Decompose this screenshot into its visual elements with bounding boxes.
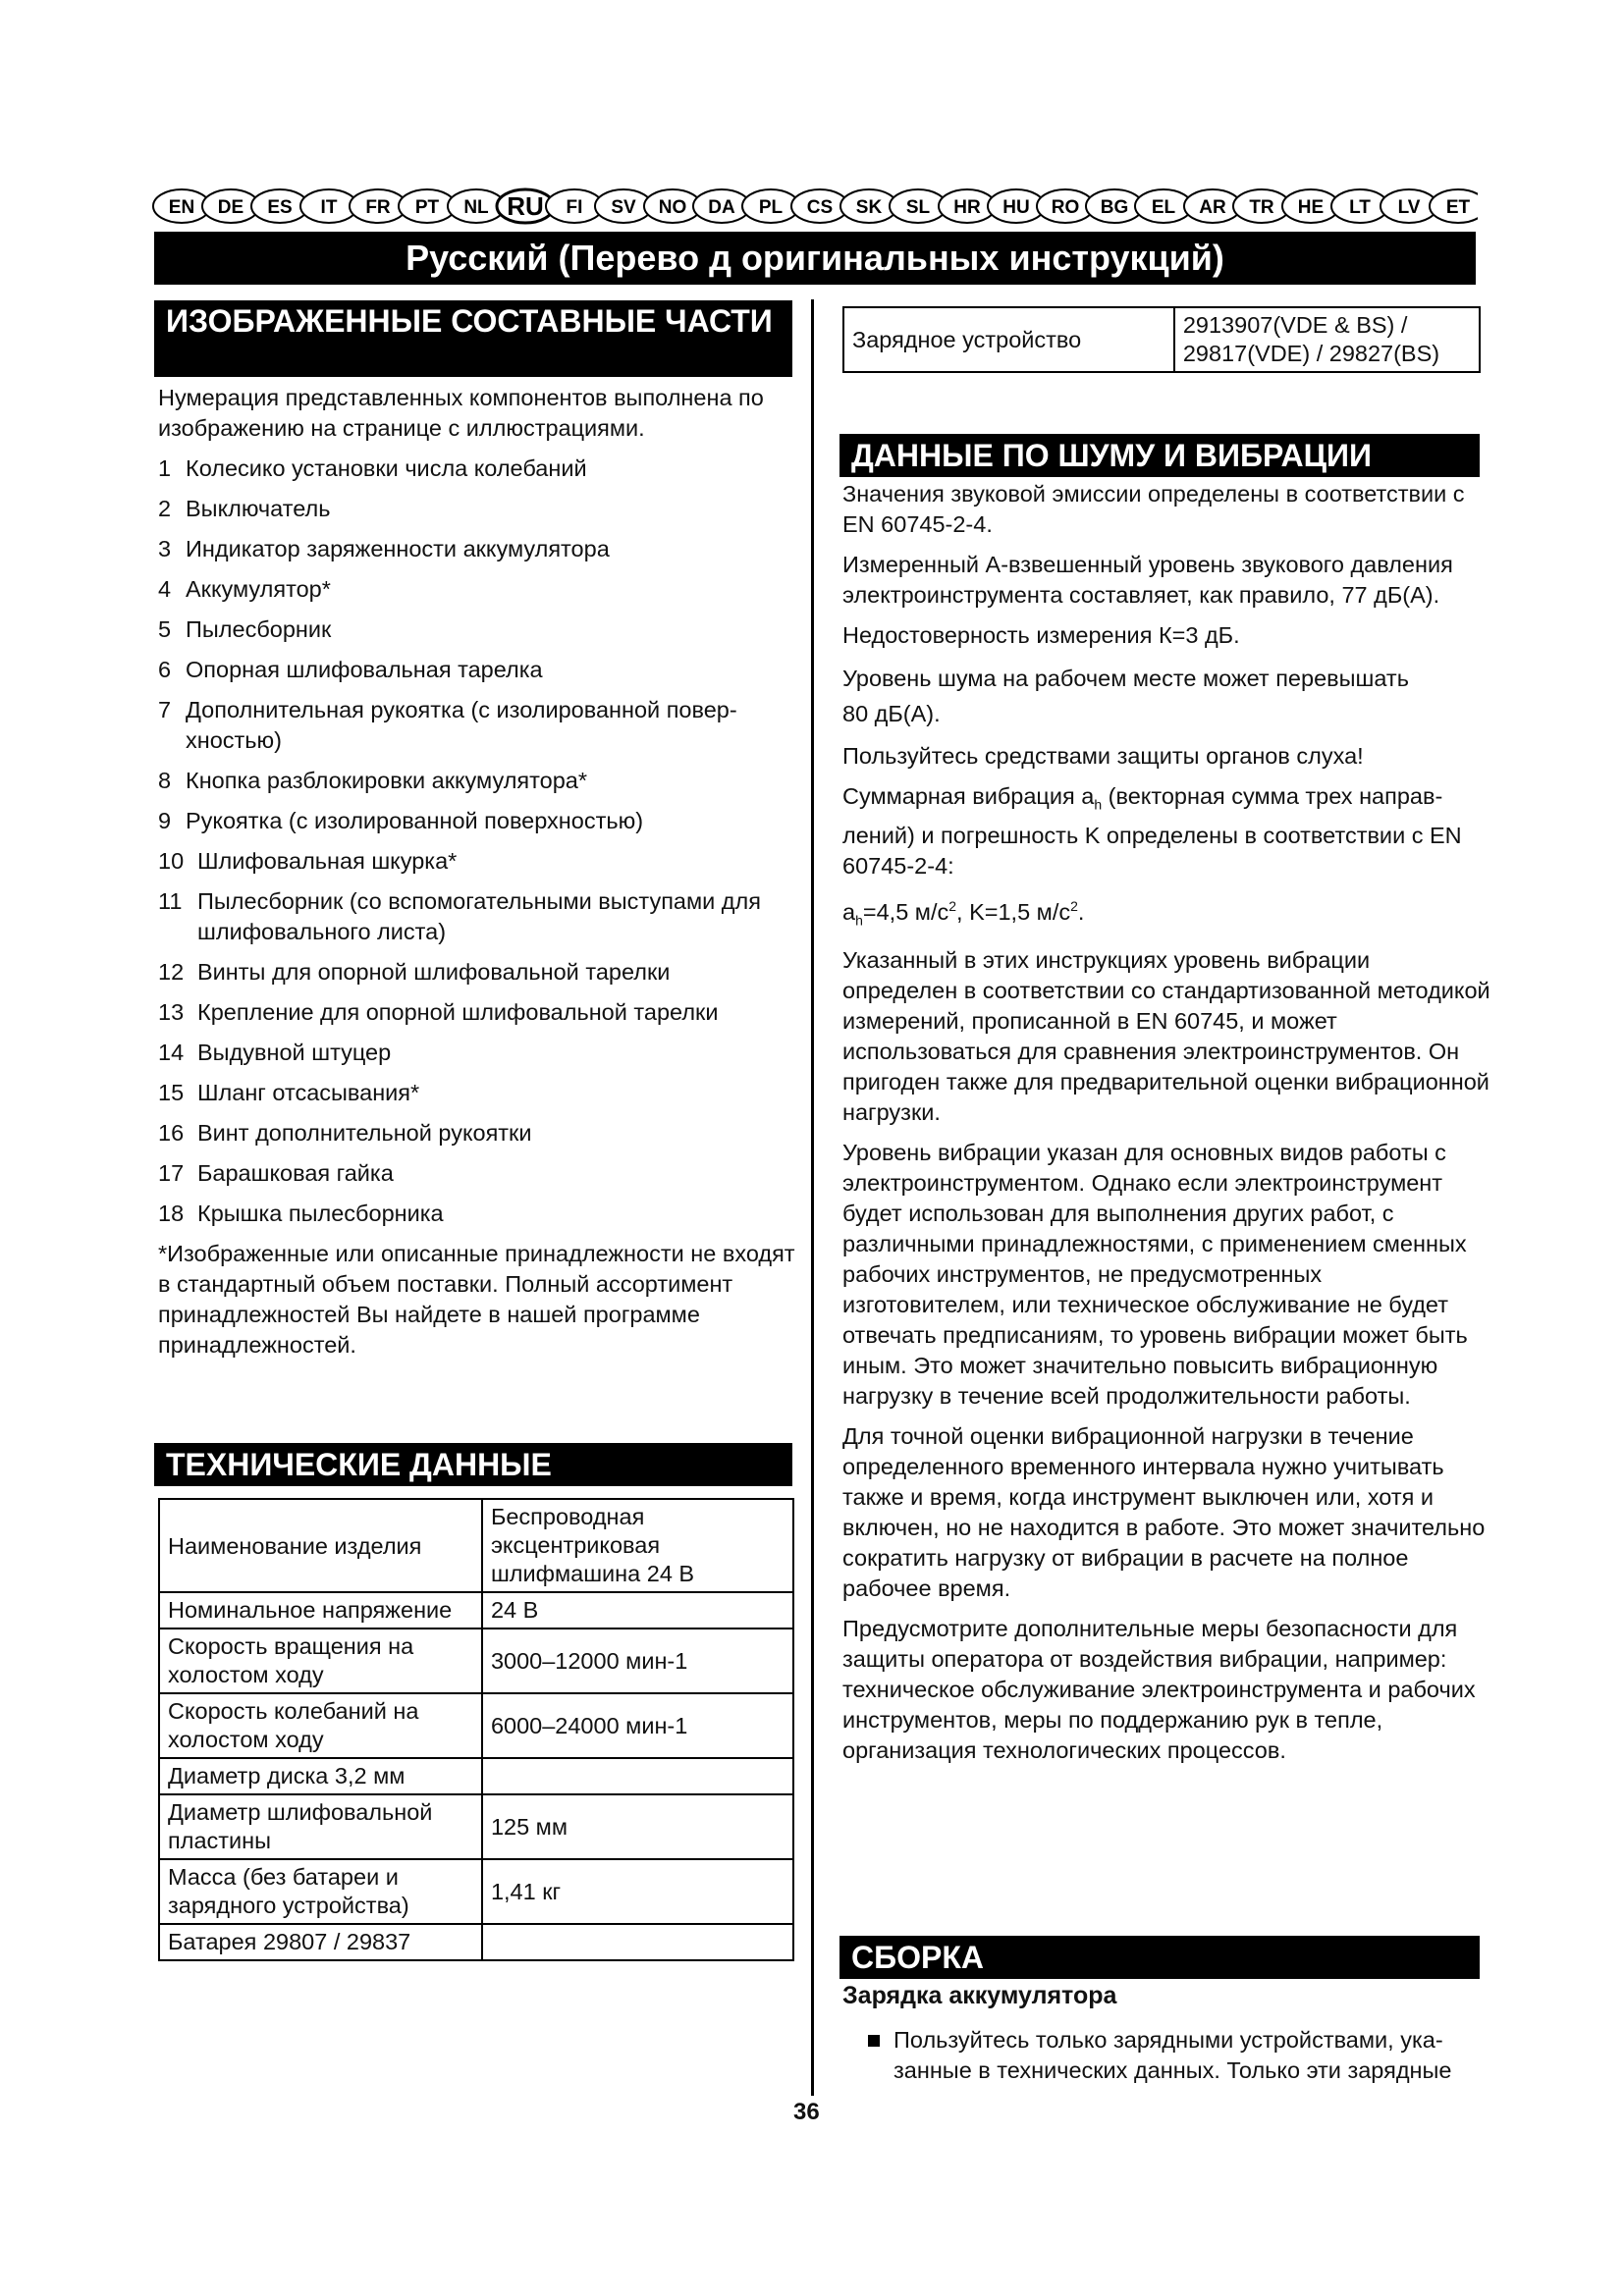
noise-p7c: , K=1,5 м/с [956,898,1071,925]
noise-p5: Пользуйтесь средствами защиты органов слуха! [842,743,1364,769]
language-label: AR [1199,197,1226,218]
language-label: NO [658,197,687,218]
tech-value: 1,41 кг [482,1859,793,1924]
tech-label: Батарея 29807 / 29837 [159,1924,482,1960]
noise-p8: Указанный в этих инструкциях уровень вибрации определен в соответствии со стандартизованной методикой измерений, прописанной в EN 60745, и может использоваться для сравнения электроинструментов. Он пригоден также для предварительной оценки вибрационной нагрузки. [842,947,1490,1126]
parts-item-text: Колесико установки числа колебаний [186,455,587,481]
parts-item-number: 11 [158,888,183,914]
noise-p7 [842,891,1490,936]
parts-list-item [158,957,796,988]
parts-list-item [158,997,796,1028]
parts-item-number: 17 [158,1160,185,1186]
tech-label: Наименование изделия [159,1499,482,1592]
parts-item-number: 12 [158,959,185,985]
language-label: SK [855,197,883,218]
noise-p11: Предусмотрите дополнительные меры безопасности для защиты оператора от воздействия вибрации, например: техническое обслуживание электроинструмента и рабочих инструментов, меры по поддержанию рук в тепле, организация технологических процессов. [842,1616,1476,1764]
parts-item-text: Крышка пылесборника [197,1201,444,1226]
parts-item-number: 9 [158,808,172,833]
tech-row [159,1629,793,1693]
parts-list-item [158,846,796,877]
tech-row [159,1758,793,1794]
language-label: HE [1297,197,1325,218]
parts-intro: Нумерация представленных компонентов выполнена по изображению на странице с иллюстрациями. [158,385,764,441]
noise-p7d: . [1077,898,1085,925]
parts-item-number: 3 [158,536,172,561]
tech-label: Номинальное напряжение [159,1592,482,1629]
tech-value: 24 В [482,1592,793,1629]
parts-item-text: Индикатор заряженности аккумулятора [186,536,610,561]
parts-item-text: Кнопка разблокировки аккумулятора* [186,768,587,793]
language-label: LT [1349,197,1371,218]
parts-heading: ИЗОБРАЖЕННЫЕ СОСТАВНЫЕ ЧАСТИ [154,300,792,377]
parts-item-text: Пылесборник [186,616,332,642]
parts-list-item [158,1199,796,1229]
language-label: SV [611,197,636,218]
noise-p6-sub: h [1094,796,1103,813]
language-label: HR [953,197,981,218]
noise-p4 [842,661,1490,731]
parts-section [158,383,796,1370]
parts-list-item [158,534,796,564]
tech-row [159,1859,793,1924]
parts-item-number: 15 [158,1080,185,1105]
noise-section [842,479,1490,1776]
charger-value: 2913907(VDE & BS) / 29817(VDE) / 29827(BS) [1174,307,1480,372]
tech-label: Диаметр диска 3,2 мм [159,1758,482,1794]
parts-list-item [158,886,796,947]
tech-table [158,1498,794,1961]
tech-heading: ТЕХНИЧЕСКИЕ ДАННЫЕ [154,1443,792,1486]
language-label: FR [365,197,391,218]
parts-item-number: 14 [158,1040,185,1065]
parts-note: *Изображенные или описанные принадлежности не входят в стандартный объем поставки. Полный ассортимент принадлежностей Вы найдете в нашей программе принадлежностей. [158,1241,795,1358]
parts-list-item [158,454,796,484]
charger-row [843,307,1480,372]
assembly-heading: СБОРКА [839,1936,1480,1979]
tech-value: 6000–24000 мин-1 [482,1693,793,1758]
parts-item-number: 4 [158,576,172,602]
language-label: DE [217,197,244,218]
noise-p6b: (векторная сумма трех направ- лений) и погрешность K определены в соответствии с EN 60745-2-4: [842,783,1462,879]
noise-p1: Значения звуковой эмиссии определены в соответствии с EN 60745-2-4. [842,481,1465,537]
language-label: RO [1051,197,1080,218]
parts-item-text: Выключатель [186,496,331,521]
parts-item-text: Винт дополнительной рукоятки [197,1120,532,1146]
parts-item-number: 18 [158,1201,185,1226]
language-label: NL [463,197,489,218]
language-label: TR [1249,197,1274,218]
parts-item-text: Пылесборник (со вспомогательными выступами для шлифовального листа) [197,888,761,944]
charger-label: Зарядное устройство [843,307,1174,372]
parts-list-item [158,766,796,796]
noise-p7-sub: h [855,912,863,929]
parts-list-item [158,574,796,605]
language-label: LV [1397,197,1421,218]
parts-list-item [158,655,796,685]
tech-value [482,1758,793,1794]
noise-p7a: a [842,898,856,925]
tech-row [159,1924,793,1960]
parts-item-number: 6 [158,657,172,682]
parts-item-text: Шланг отсасывания* [197,1080,420,1105]
parts-item-number: 7 [158,697,172,722]
parts-item-number: 8 [158,768,172,793]
parts-item-number: 16 [158,1120,185,1146]
parts-item-text: Барашковая гайка [197,1160,394,1186]
parts-item-number: 5 [158,616,172,642]
assembly-subheading: Зарядка аккумулятора [842,1982,1117,2009]
language-tabs [152,185,1478,228]
language-label: IT [320,197,338,218]
tech-row [159,1794,793,1859]
assembly-bullet [842,2025,1490,2086]
tech-value: Беспроводная эксцентриковая шлифмашина 24 В [482,1499,793,1592]
tech-row [159,1499,793,1592]
noise-p10: Для точной оценки вибрационной нагрузки в течение определенного временного интервала нужно учитывать также и время, когда инструмент выключен или, хотя и включен, но не находится в работе. Это может значительно сократить нагрузку от вибрации в расчете на полное рабочее время. [842,1423,1486,1602]
tech-row [159,1693,793,1758]
tech-value [482,1924,793,1960]
noise-p6 [842,781,1490,881]
language-label: SL [905,197,931,218]
language-label: DA [708,197,735,218]
language-label: ES [267,197,293,218]
parts-list-item [158,1078,796,1108]
parts-item-text: Опорная шлифовальная тарелка [186,657,543,682]
tech-row [159,1592,793,1629]
noise-p6a: Суммарная вибрация a [842,783,1095,809]
parts-list-item [158,1158,796,1189]
assembly-section [842,1981,1490,2086]
parts-item-text: Дополнительная рукоятка (с изолированной повер-хностью) [186,697,737,753]
parts-item-text: Аккумулятор* [186,576,331,602]
parts-list-item [158,494,796,524]
page-number: 36 [793,2099,820,2125]
noise-p7b: =4,5 м/с [862,898,949,925]
parts-item-number: 2 [158,496,172,521]
parts-list-item [158,806,796,836]
charger-table [842,306,1481,373]
noise-p9: Уровень вибрации указан для основных видов работы с электроинструментом. Однако если электроинструмент будет использован для выполнения других работ, с различными принадлежностями, с применением сменных рабочих инструментов, не предусмотренных изготовителем, или техническое обслуживание не будет отвечать предписаниям, то уровень вибрации может быть иным. Это может значительно повысить вибрационную нагрузку в течение всей продолжительности работы. [842,1140,1468,1410]
language-label: CS [806,197,834,218]
tech-label: Диаметр шлифовальной пластины [159,1794,482,1859]
page-title: Русский (Перево д оригинальных инструкций) [154,232,1476,285]
language-label: ET [1445,197,1471,218]
parts-item-text: Винты для опорной шлифовальной тарелки [197,959,671,985]
tech-value: 3000–12000 мин-1 [482,1629,793,1693]
parts-list-item [158,614,796,645]
noise-heading: ДАННЫЕ ПО ШУМУ И ВИБРАЦИИ [839,434,1480,477]
language-label: BG [1100,197,1129,218]
parts-list [158,454,796,1229]
parts-item-text: Шлифовальная шкурка* [197,848,458,874]
parts-item-text: Рукоятка (с изолированной поверхностью) [186,808,644,833]
noise-p7-sup1: 2 [948,897,957,914]
parts-item-number: 10 [158,848,185,874]
tech-value: 125 мм [482,1794,793,1859]
noise-p4b: 80 дБ(А). [842,701,941,726]
parts-item-text: Крепление для опорной шлифовальной тарелки [197,999,719,1025]
bullet-square-icon [868,2035,880,2047]
column-divider [811,299,814,2096]
parts-item-number: 13 [158,999,185,1025]
assembly-bullet-text: Пользуйтесь только зарядными устройствами, ука-занные в технических данных. Только эти зарядные [893,2027,1452,2083]
language-label: EN [168,197,195,218]
parts-list-item [158,695,796,756]
noise-p7-sup2: 2 [1070,897,1078,914]
language-label: FI [566,197,583,218]
language-label: RU [507,191,544,221]
language-label: PL [758,197,784,218]
noise-p2: Измеренный А-взвешенный уровень звукового давления электроинструмента составляет, как правило, 77 дБ(А). [842,552,1453,608]
parts-item-number: 1 [158,455,172,481]
parts-list-item [158,1038,796,1068]
parts-list-item [158,1118,796,1148]
tech-label: Скорость вращения на холостом ходу [159,1629,482,1693]
language-label: HU [1002,197,1030,218]
language-tabs-graphic [152,185,1478,228]
language-label: EL [1151,197,1176,218]
tech-label: Масса (без батареи и зарядного устройства) [159,1859,482,1924]
parts-item-text: Выдувной штуцер [197,1040,392,1065]
language-label: PT [414,197,440,218]
noise-p3: Недостоверность измерения К=3 дБ. [842,622,1240,648]
tech-label: Скорость колебаний на холостом ходу [159,1693,482,1758]
noise-p4a: Уровень шума на рабочем месте может перевышать [842,666,1409,691]
